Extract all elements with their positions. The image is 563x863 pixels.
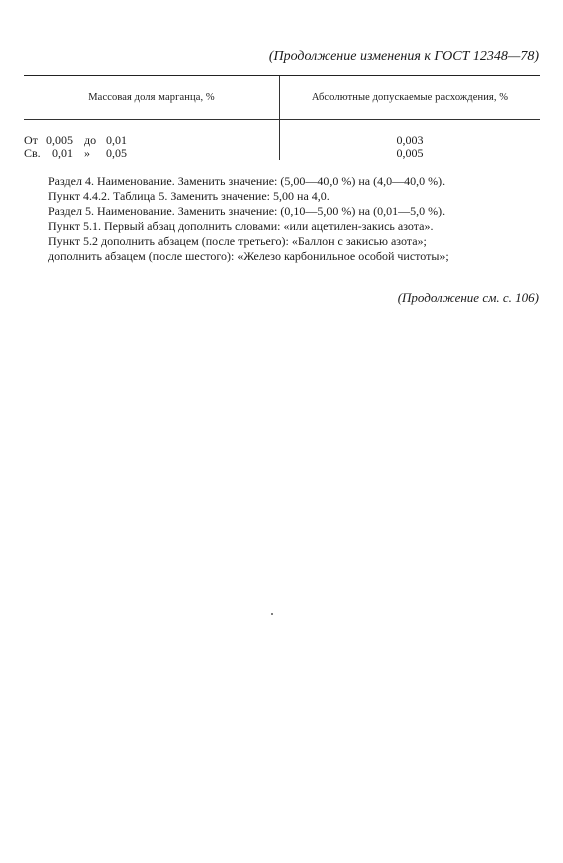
paragraph: дополнить абзацем (после шестого): «Железо карбонильное особой чистоты»; [48, 249, 449, 263]
continuation-footer: (Продолжение см. с. 106) [397, 290, 539, 305]
column-header-discrepancy: Абсолютные допускаемые расхождения, % [279, 76, 540, 119]
amendment-text [24, 174, 540, 264]
paragraph: Пункт 5.1. Первый абзац дополнить словами: «или ацетилен-закись азота». [48, 219, 434, 233]
paragraph: Раздел 4. Наименование. Заменить значение: (5,00—40,0 %) на (4,0—40,0 %). [48, 174, 446, 188]
range-joiner: до [84, 133, 97, 147]
table-header-row [24, 76, 540, 120]
paragraph: Раздел 5. Наименование. Заменить значение: (0,10—5,00 %) на (0,01—5,0 %). [48, 204, 446, 218]
range-from: 0,01 [52, 146, 73, 160]
column-header-manganese: Массовая доля марганца, % [88, 92, 215, 103]
table-cell: 0,005 [396, 146, 424, 160]
discrepancy-table [24, 75, 540, 160]
manganese-column [24, 120, 279, 160]
range-from: 0,005 [46, 133, 73, 147]
paragraph: Пункт 4.4.2. Таблица 5. Заменить значение: 5,00 на 4,0. [48, 189, 330, 203]
range-to: 0,05 [106, 146, 127, 160]
table-row [24, 147, 279, 160]
page-speck [271, 613, 273, 615]
range-to: 0,01 [106, 133, 127, 147]
range-joiner: » [84, 146, 90, 160]
discrepancy-column [279, 120, 540, 160]
continuation-header: (Продолжение изменения к ГОСТ 12348—78) [268, 49, 539, 64]
range-prefix: Св. [24, 146, 41, 160]
paragraph: Пункт 5.2 дополнить абзацем (после третьего): «Баллон с закисью азота»; [48, 234, 427, 248]
table-body [24, 120, 540, 160]
table-cell: 0,003 [396, 133, 424, 147]
range-prefix: От [24, 133, 38, 147]
